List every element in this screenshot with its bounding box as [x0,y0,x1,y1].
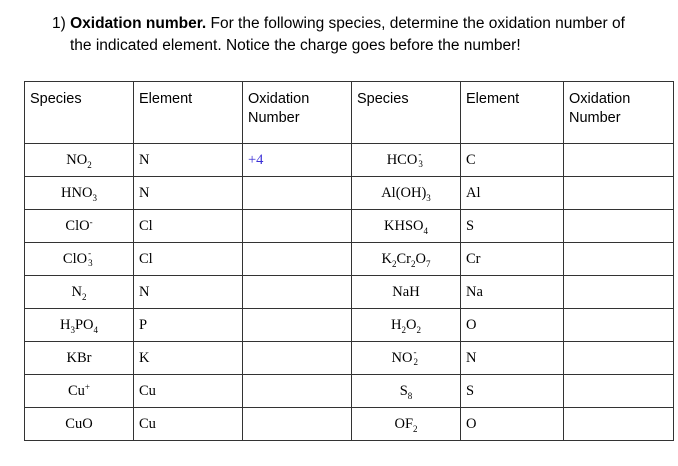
element-cell: O [461,309,564,342]
element-cell: S [461,210,564,243]
table-row [25,375,674,408]
header-row [25,82,674,144]
header-oxidation-right: Oxidation Number [564,82,674,144]
answer-input[interactable] [564,342,674,375]
species-cuo: CuO [25,408,134,441]
oxidation-table [24,81,674,441]
element-cell: Al [461,177,564,210]
species-clo3: ClO - 3 [25,243,134,276]
species-of2: $OF_2$ [352,408,461,441]
element-cell: P [134,309,243,342]
question-text-line2: the indicated element. Notice the charge goes before the number! [70,37,521,54]
element-cell: K [134,342,243,375]
species-n2: $N_2$ [25,276,134,309]
header-element-left: Element [134,82,243,144]
question-prompt [52,13,652,57]
answer-input[interactable] [564,309,674,342]
answer-input[interactable] [564,243,674,276]
species-k2cr2o7: $K_2Cr_2O_7$ [352,243,461,276]
table-row [25,210,674,243]
element-cell: N [134,144,243,177]
species-s8: $S_8$ [352,375,461,408]
answer-input[interactable] [243,408,352,441]
answer-input[interactable] [243,375,352,408]
question-number: 1) [52,15,66,32]
element-cell: C [461,144,564,177]
answer-input[interactable] [564,210,674,243]
answer-input[interactable] [243,342,352,375]
answer-input[interactable] [243,177,352,210]
answer-input[interactable] [243,309,352,342]
element-cell: Cu [134,408,243,441]
element-cell: N [461,342,564,375]
answer-input[interactable] [243,276,352,309]
answer-input[interactable] [564,144,674,177]
answer-input[interactable] [243,210,352,243]
table-row [25,309,674,342]
table-row [25,342,674,375]
table-row [25,408,674,441]
species-cu-ion: Cu+ [25,375,134,408]
element-cell: Cr [461,243,564,276]
header-element-right: Element [461,82,564,144]
species-no2: $NO_2$ [25,144,134,177]
table-row [25,243,674,276]
species-hno3: $HNO_3$ [25,177,134,210]
element-cell: Cl [134,210,243,243]
header-species-left: Species [25,82,134,144]
table-row [25,276,674,309]
element-cell: Na [461,276,564,309]
species-clo: ClO- [25,210,134,243]
element-cell: Cu [134,375,243,408]
answer-input[interactable] [564,375,674,408]
species-kbr: KBr [25,342,134,375]
species-h3po4: $H_3PO_4$ [25,309,134,342]
species-aloh3: $Al(OH)_3$ [352,177,461,210]
species-h2o2: $H_2O_2$ [352,309,461,342]
header-oxidation-left: Oxidation Number [243,82,352,144]
species-no2-ion: NO - 2 [352,342,461,375]
header-species-right: Species [352,82,461,144]
species-hco3: HCO - 3 [352,144,461,177]
question-text-line1: For the following species, determine the oxidation number of [210,15,625,32]
table-row [25,177,674,210]
answer-input[interactable] [564,276,674,309]
element-cell: N [134,177,243,210]
answer-input[interactable] [564,177,674,210]
answer-input[interactable]: +4 [243,144,352,177]
element-cell: Cl [134,243,243,276]
species-nah: NaH [352,276,461,309]
answer-input[interactable] [243,243,352,276]
question-title: Oxidation number. [70,15,207,32]
element-cell: N [134,276,243,309]
element-cell: S [461,375,564,408]
table-row [25,144,674,177]
species-khso4: $KHSO_4$ [352,210,461,243]
element-cell: O [461,408,564,441]
answer-input[interactable] [564,408,674,441]
